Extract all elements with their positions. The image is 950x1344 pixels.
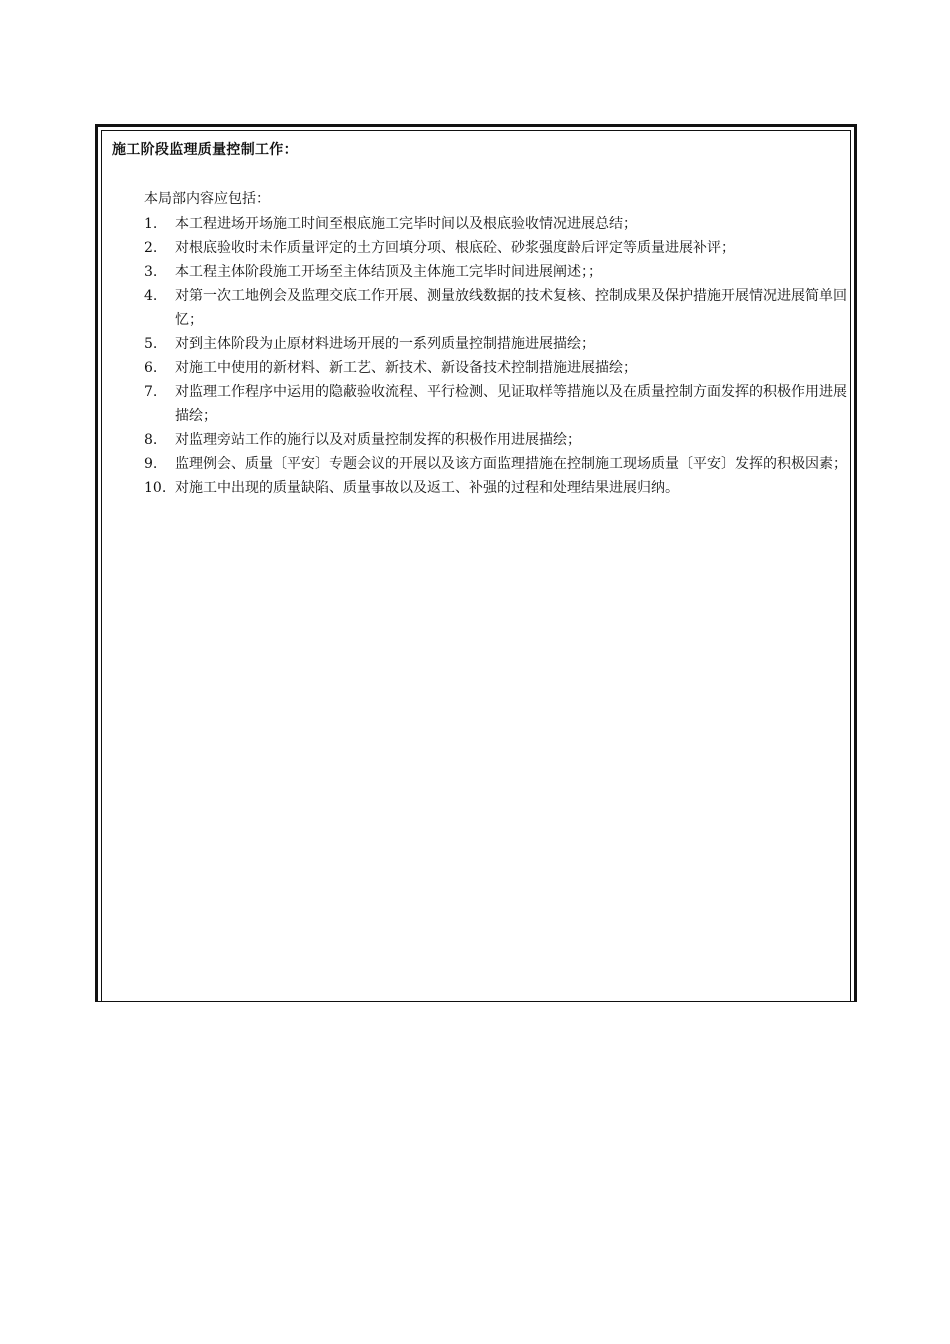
list-item-text: 本工程主体阶段施工开场至主体结顶及主体施工完毕时间进展阐述；； — [175, 264, 602, 280]
list-item-text: 对到主体阶段为止原材料进场开展的一系列质量控制措施进展描绘； — [175, 336, 595, 352]
list-item-text: 对根底验收时未作质量评定的土方回填分项、根底砼、砂浆强度龄后评定等质量进展补评； — [175, 240, 735, 256]
list-item-number: 6. — [144, 360, 158, 376]
list-item — [144, 428, 849, 452]
list-item-text: 本工程进场开场施工时间至根底施工完毕时间以及根底验收情况进展总结； — [175, 216, 637, 232]
list-item-number: 9. — [144, 456, 158, 472]
list-item-number: 4. — [144, 288, 158, 304]
intro-text: 本局部内容应包括： — [144, 191, 270, 207]
list-item-number: 3. — [144, 264, 158, 280]
list-item-text: 对监理工作程序中运用的隐蔽验收流程、平行检测、见证取样等措施以及在质量控制方面发挥的积极作用进展描绘； — [175, 384, 847, 424]
list-item-number: 10. — [144, 480, 167, 496]
list-item-number: 5. — [144, 336, 158, 352]
list-item — [144, 236, 849, 260]
list-item-number: 1. — [144, 216, 158, 232]
list-item-text: 对监理旁站工作的施行以及对质量控制发挥的积极作用进展描绘； — [175, 432, 581, 448]
list-item-number: 2. — [144, 240, 158, 256]
requirement-list — [144, 212, 849, 500]
list-item — [144, 284, 849, 332]
list-item-text: 对施工中出现的质量缺陷、质量事故以及返工、补强的过程和处理结果进展归纳。 — [175, 480, 679, 496]
list-item — [144, 332, 849, 356]
list-item — [144, 212, 849, 236]
list-item-text: 对第一次工地例会及监理交底工作开展、测量放线数据的技术复核、控制成果及保护措施开展情况进展简单回忆； — [175, 288, 847, 328]
list-item — [144, 356, 849, 380]
list-item-number: 8. — [144, 432, 158, 448]
list-item — [144, 380, 849, 428]
list-item-text: 监理例会、质量〔平安〕专题会议的开展以及该方面监理措施在控制施工现场质量〔平安〕发挥的积极因素； — [175, 456, 847, 472]
list-item-number: 7. — [144, 384, 158, 400]
list-item — [144, 260, 849, 284]
list-item-text: 对施工中使用的新材料、新工艺、新技术、新设备技术控制措施进展描绘； — [175, 360, 637, 376]
content-box-inner — [101, 130, 851, 1001]
section-heading: 施工阶段监理质量控制工作： — [112, 142, 298, 158]
list-item — [144, 452, 849, 476]
list-item — [144, 476, 849, 500]
content-box — [95, 124, 857, 1002]
